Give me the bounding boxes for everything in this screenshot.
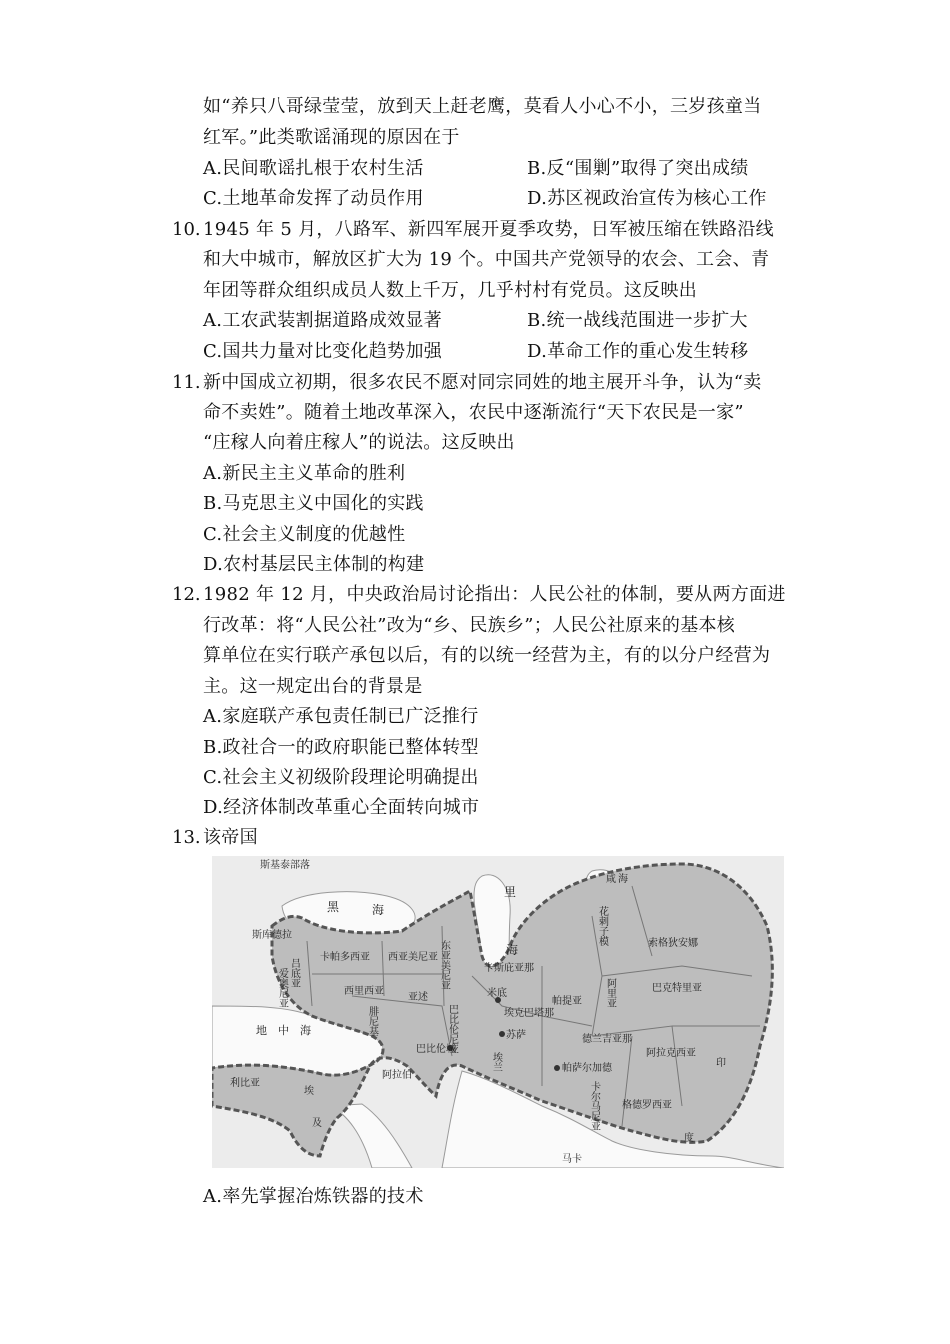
q9-option-a: A.民间歌谣扎根于农村生活 [203, 158, 424, 179]
q12-stem-line-4: 主。这一规定出台的背景是 [203, 676, 423, 697]
q11-option-c: C.社会主义制度的优越性 [203, 524, 406, 545]
susa-marker [499, 1031, 505, 1037]
map-svg [212, 856, 784, 1168]
q12-number: 12. [172, 584, 201, 605]
q10-option-c: C.国共力量对比变化趋势加强 [203, 341, 443, 362]
persian-empire-map [212, 856, 784, 1168]
map-label-bactria: 巴克特里亚 [652, 983, 702, 994]
q9-stem-line-2: 红军。”此类歌谣涌现的原因在于 [203, 127, 460, 148]
q10-stem-line-1: 1945 年 5 月，八路军、新四军展开夏季攻势，日军被压缩在铁路沿线 [203, 219, 774, 240]
map-label-arachosia: 阿拉克西亚 [646, 1048, 696, 1059]
map-label-thrace: 斯库德拉 [252, 930, 292, 941]
q13-number: 13. [172, 827, 201, 848]
map-label-maka: 马卡 [562, 1154, 582, 1165]
map-label-mediterranean: 地 中 海 [256, 1024, 311, 1037]
pasargadae-marker [554, 1065, 560, 1071]
q11-option-b: B.马克思主义中国化的实践 [203, 493, 424, 514]
q11-stem-line-1: 新中国成立初期，很多农民不愿对同宗同姓的地主展开斗争，认为“卖 [203, 372, 762, 393]
map-label-pasargadae: 帕萨尔加德 [562, 1063, 612, 1074]
q12-stem-line-1: 1982 年 12 月，中央政治局讨论指出：人民公社的体制，要从两方面进 [203, 584, 786, 605]
q10-option-d: D.革命工作的重心发生转移 [527, 341, 749, 362]
q11-number: 11. [172, 372, 201, 393]
q10-stem-line-3: 年团等群众组织成员人数上千万，几乎村村有党员。这反映出 [203, 280, 698, 301]
map-label-aral-1: 咸 [606, 874, 616, 885]
map-label-phoenicia: 腓尼基 [366, 1006, 378, 1036]
q12-stem-line-3: 算单位在实行联产承包以后，有的以统一经营为主，有的以分户经营为 [203, 645, 771, 666]
q10-number: 10. [172, 219, 201, 240]
q9-option-c: C.土地革命发挥了动员作用 [203, 188, 424, 209]
map-label-egypt-2: 及 [312, 1118, 322, 1129]
q10-stem-line-2: 和大中城市，解放区扩大为 19 个。中国共产党领导的农会、工会、青 [203, 249, 770, 270]
map-label-cilicia: 西里西亚 [344, 986, 384, 997]
map-label-india-1: 印 [716, 1058, 726, 1069]
map-label-caspian-1: 里 [504, 885, 517, 899]
q10-option-a: A.工农武装割据道路成效显著 [203, 310, 442, 331]
q12-stem-line-2: 行改革：将“人民公社”改为“乡、民族乡”；人民公社原来的基本核 [203, 615, 736, 636]
q12-option-c: C.社会主义初级阶段理论明确提出 [203, 767, 479, 788]
q9-stem-line-1: 如“养只八哥绿莹莹，放到天上赶老鹰，莫看人小心不小，三岁孩童当 [203, 96, 762, 117]
q12-option-d: D.经济体制改革重心全面转向城市 [203, 797, 480, 818]
q11-option-a: A.新民主主义革命的胜利 [203, 463, 406, 484]
map-label-sogdiana: 索格狄安娜 [648, 938, 698, 949]
q13-option-a: A.率先掌握冶炼铁器的技术 [203, 1186, 424, 1207]
map-label-ecbatana: 埃克巴塔那 [504, 1008, 554, 1019]
map-label-babylon: 巴比伦城 [416, 1044, 456, 1055]
map-label-caspiane: 卡斯庇亚那 [484, 963, 534, 974]
q13-stem: 该帝国 [203, 827, 258, 848]
map-label-ionia: 爱奥尼亚 [276, 968, 288, 1008]
map-label-aria: 阿里亚 [604, 978, 616, 1008]
q12-option-b: B.政社合一的政府职能已整体转型 [203, 737, 479, 758]
map-label-cappadocia: 卡帕多西亚 [320, 952, 370, 963]
q12-option-a: A.家庭联产承包责任制已广泛推行 [203, 706, 479, 727]
map-label-media: 米底 [487, 988, 507, 999]
map-label-caspian-2: 海 [506, 943, 519, 957]
q9-option-b: B.反“围剿”取得了突出成绩 [527, 158, 749, 179]
map-label-india-2: 度 [684, 1133, 694, 1144]
q11-option-d: D.农村基层民主体制的构建 [203, 554, 425, 575]
map-label-khwarezm: 花剌子模 [596, 906, 608, 946]
map-label-lydia: 吕底亚 [288, 958, 300, 988]
map-label-parthia: 帕提亚 [552, 996, 582, 1007]
map-label-susa: 苏萨 [506, 1030, 526, 1041]
map-label-arabia: 阿拉伯 [382, 1070, 412, 1081]
q9-option-d: D.苏区视政治宣传为核心工作 [527, 188, 767, 209]
map-label-aral-2: 海 [618, 874, 628, 885]
map-label-assyria: 亚述 [408, 992, 428, 1003]
map-label-libya: 利比亚 [230, 1078, 260, 1089]
q11-stem-line-3: “庄稼人向着庄稼人”的说法。这反映出 [203, 432, 515, 453]
map-label-scythians: 斯基泰部落 [260, 860, 310, 871]
map-label-black-sea-2: 海 [372, 903, 385, 917]
map-label-egypt-1: 埃 [304, 1086, 314, 1097]
map-label-elam: 埃兰 [490, 1052, 502, 1072]
map-label-carmania: 卡尔马尼亚 [588, 1081, 600, 1131]
map-label-babylonia: 巴比伦尼亚 [446, 1004, 458, 1054]
map-label-armenia-w: 西亚美尼亚 [388, 952, 438, 963]
q10-option-b: B.统一战线范围进一步扩大 [527, 310, 748, 331]
q11-stem-line-2: 命不卖姓”。随着土地改革深入，农民中逐渐流行“天下农民是一家” [203, 402, 744, 423]
map-label-drangiana: 德兰吉亚那 [582, 1034, 632, 1045]
map-label-black-sea-1: 黑 [327, 900, 340, 914]
map-label-gedrosia: 格德罗西亚 [622, 1100, 672, 1111]
map-label-armenia-e: 东亚美尼亚 [438, 940, 450, 990]
